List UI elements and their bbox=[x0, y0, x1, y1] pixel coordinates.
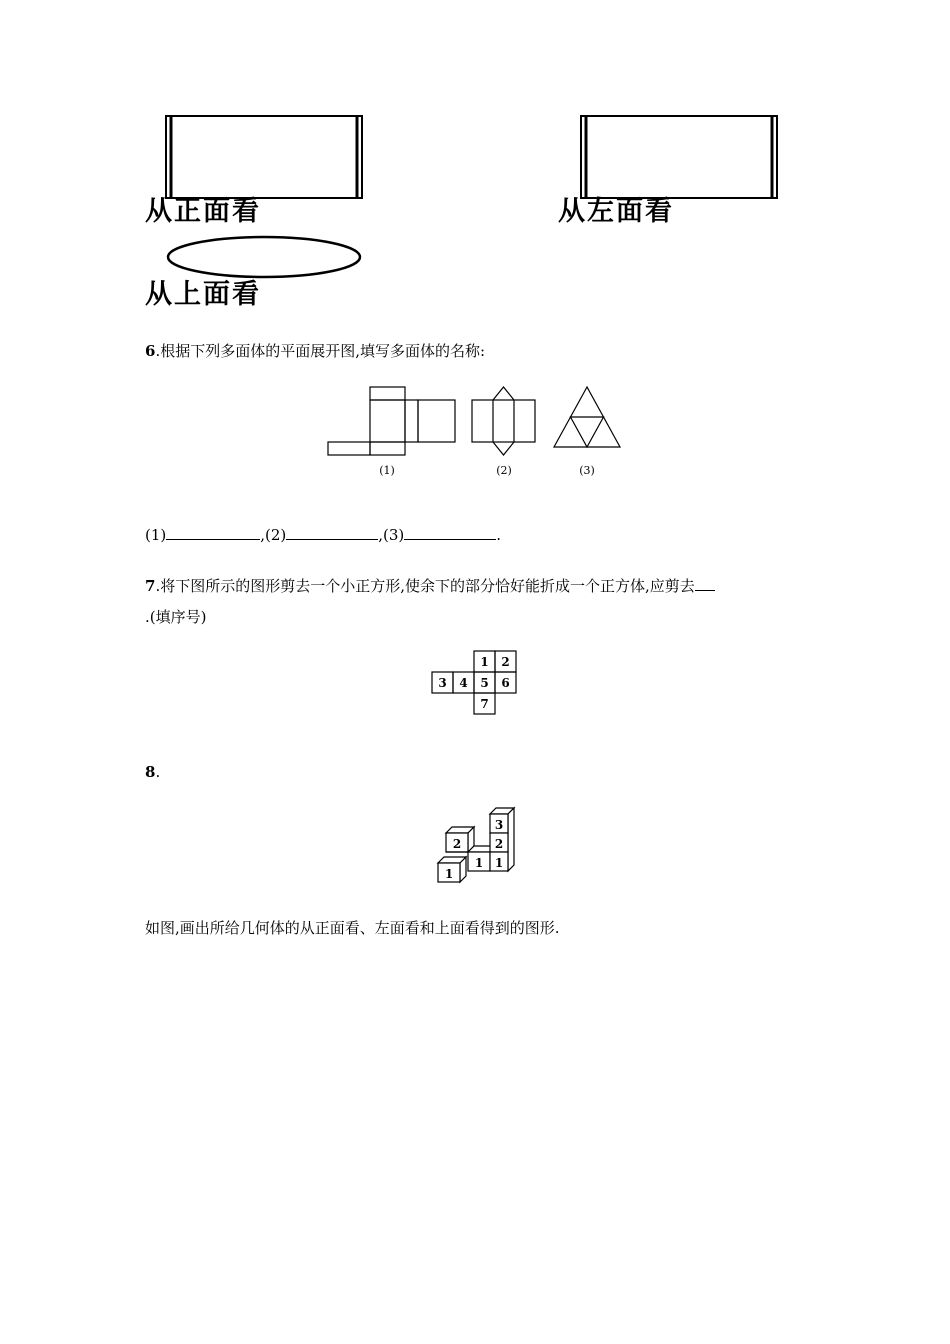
question-7-number: 7 bbox=[145, 577, 156, 595]
question-6-text: .根据下列多面体的平面展开图,填写多面体的名称: bbox=[155, 342, 486, 360]
net-3-tetrahedron bbox=[554, 387, 620, 447]
front-view-rectangle bbox=[163, 114, 368, 204]
q7-grid-figure bbox=[430, 649, 522, 721]
question-8 bbox=[145, 761, 160, 783]
net-2-triangular-prism bbox=[472, 387, 535, 455]
cube-label-1b: 1 bbox=[474, 856, 484, 870]
answer-1-label: (1) bbox=[145, 526, 167, 544]
question-8-end: . bbox=[155, 763, 161, 781]
cell-4: 4 bbox=[459, 676, 468, 690]
answer-2-blank[interactable] bbox=[286, 525, 378, 540]
front-view-label: 从正面看 bbox=[145, 196, 261, 227]
left-view-figure bbox=[578, 114, 783, 208]
question-7-blank[interactable] bbox=[695, 576, 715, 591]
top-view-ellipse bbox=[164, 234, 369, 282]
left-view-label: 从左面看 bbox=[558, 196, 674, 227]
question-8-instruction: 如图,画出所给几何体的从正面看、左面看和上面看得到的图形. bbox=[145, 919, 560, 937]
top-view-label: 从上面看 bbox=[145, 279, 261, 310]
question-7-text: .将下图所示的图形剪去一个小正方形,使余下的部分恰好能折成一个正方体,应剪去 bbox=[155, 577, 695, 595]
answer-3-blank[interactable] bbox=[404, 525, 496, 540]
left-view-rectangle bbox=[578, 114, 783, 204]
cube-label-2a: 2 bbox=[452, 837, 462, 851]
cube-label-2b: 2 bbox=[494, 837, 504, 851]
answer-2-label: ,(2) bbox=[260, 526, 287, 544]
cube-label-3: 3 bbox=[494, 818, 504, 832]
caption-2: (2) bbox=[496, 464, 512, 477]
question-7-line-2: .(填序号) bbox=[145, 608, 207, 626]
cube-label-1a: 1 bbox=[444, 867, 454, 881]
question-6-number: 6 bbox=[145, 342, 156, 360]
front-view-figure bbox=[163, 114, 368, 208]
question-6-answers bbox=[145, 524, 501, 546]
cell-5: 5 bbox=[480, 676, 489, 690]
question-8-number: 8 bbox=[145, 763, 156, 781]
caption-1: (1) bbox=[379, 464, 395, 477]
q6-nets-figure bbox=[325, 385, 625, 485]
question-7 bbox=[145, 575, 715, 597]
cell-2: 2 bbox=[501, 655, 510, 669]
q6-nets-drawing bbox=[325, 385, 625, 481]
cell-1: 1 bbox=[480, 655, 489, 669]
cell-7: 7 bbox=[480, 697, 489, 711]
question-6 bbox=[145, 340, 485, 362]
caption-3: (3) bbox=[579, 464, 595, 477]
answer-3-label: ,(3) bbox=[378, 526, 405, 544]
cell-6: 6 bbox=[501, 676, 510, 690]
cell-3: 3 bbox=[438, 676, 447, 690]
net-1-cuboid bbox=[328, 387, 455, 455]
answer-1-blank[interactable] bbox=[166, 525, 260, 540]
q8-cubes-figure bbox=[434, 802, 520, 890]
q7-cube-net bbox=[430, 649, 522, 717]
cube-label-1c: 1 bbox=[494, 856, 504, 870]
answer-end-mark: . bbox=[496, 526, 502, 544]
q8-cubes-drawing bbox=[434, 802, 520, 886]
